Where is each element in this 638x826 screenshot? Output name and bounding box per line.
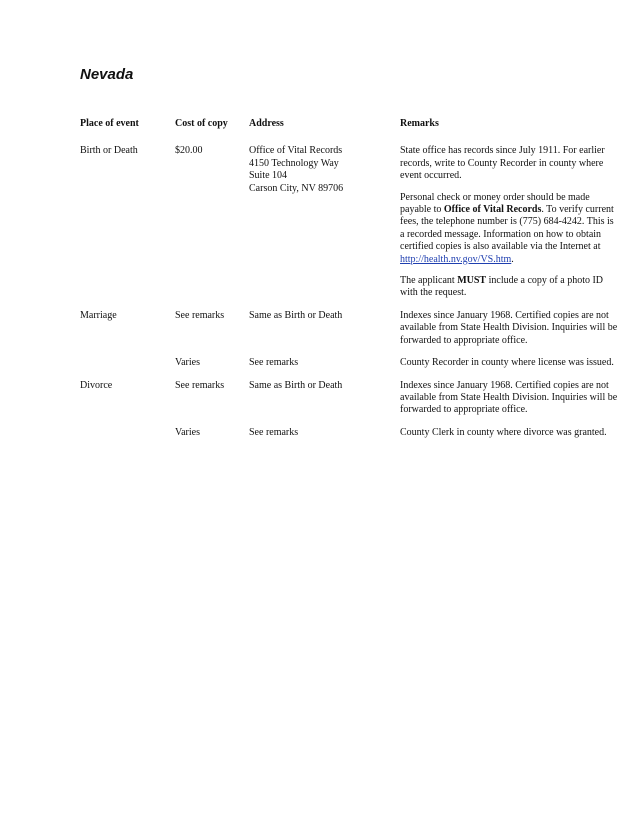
- cost-cell: $20.00: [175, 145, 203, 157]
- address-line: Office of Vital Records: [249, 145, 343, 157]
- address-line: Suite 104: [249, 170, 288, 182]
- table-row-marriage-county: [80, 357, 620, 379]
- remarks-paragraph: [400, 275, 620, 300]
- table-row-divorce-county: [80, 427, 620, 449]
- table-row-marriage: [80, 310, 620, 357]
- place-cell: Birth or Death: [80, 145, 138, 157]
- address-cell: Same as Birth or Death: [249, 309, 343, 321]
- remarks-cell: County Recorder in county where license was issued.: [400, 357, 614, 369]
- vital-records-link[interactable]: http://health.nv.gov/VS.htm: [400, 253, 512, 265]
- address-cell: See remarks: [249, 357, 299, 369]
- table-header-row: [80, 118, 620, 145]
- header-place-of-event: Place of event: [80, 118, 139, 129]
- remarks-paragraph: [400, 192, 620, 266]
- remarks-paragraph: State office has records since July 1911. For earlier records, write to County Recorder in county where event occurred.: [400, 145, 605, 182]
- remarks-text: .: [511, 253, 514, 265]
- place-cell: [80, 427, 175, 449]
- cost-cell: See remarks: [175, 309, 225, 321]
- remarks-cell: Indexes since January 1968. Certified copies are not available from State Health Division. Inquiries will be forwarded to appropriate office.: [400, 379, 618, 416]
- vital-records-table: [80, 118, 620, 449]
- place-cell: Marriage: [80, 309, 117, 321]
- page-title: Nevada: [80, 66, 134, 83]
- remarks-emphasis: Office of Vital Records: [443, 204, 542, 216]
- address-line: Carson City, NV 89706: [249, 182, 344, 194]
- remarks-cell: [400, 145, 620, 309]
- header-address: Address: [249, 118, 284, 129]
- cost-cell: See remarks: [175, 379, 225, 391]
- remarks-text: Personal check or money order should be made payable to: [400, 191, 590, 216]
- address-cell: Same as Birth or Death: [249, 379, 343, 391]
- place-cell: [80, 357, 175, 379]
- remarks-text: The applicant: [400, 275, 458, 287]
- header-cost-of-copy: Cost of copy: [175, 118, 228, 129]
- address-line: 4150 Technology Way: [249, 157, 339, 169]
- place-cell: Divorce: [80, 379, 113, 391]
- remarks-emphasis: MUST: [457, 275, 487, 287]
- remarks-cell: Indexes since January 1968. Certified copies are not available from State Health Division. Inquiries will be forwarded to appropriate office.: [400, 309, 618, 346]
- remarks-cell: County Clerk in county where divorce was granted.: [400, 426, 607, 438]
- cost-cell: Varies: [175, 426, 200, 438]
- address-cell: See remarks: [249, 426, 299, 438]
- table-row-birth-death: [80, 145, 620, 309]
- remarks-text: . To verify current fees, the telephone number is (775) 684-4242. This is a recorded message. Information on how to obtain certified copies is also available via the Internet at: [400, 204, 614, 253]
- header-remarks: Remarks: [400, 118, 439, 129]
- remarks-text: include a copy of a photo ID with the request.: [400, 275, 604, 299]
- table-row-divorce: [80, 380, 620, 427]
- address-cell: [249, 145, 400, 309]
- cost-cell: Varies: [175, 357, 200, 369]
